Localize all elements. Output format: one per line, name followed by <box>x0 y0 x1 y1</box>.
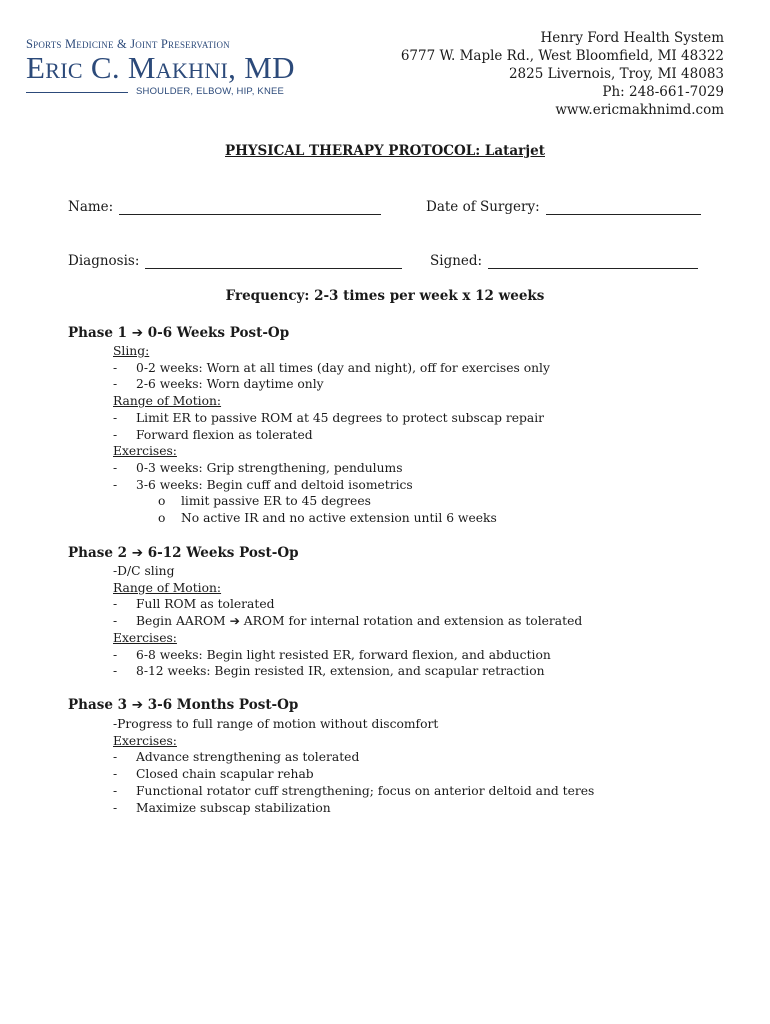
name-input-line[interactable] <box>119 200 381 215</box>
diagnosis-label: Diagnosis: <box>68 253 140 269</box>
list-item-text: 8-12 weeks: Begin resisted IR, extension, and scapular retraction <box>136 664 545 679</box>
list-item-text: Maximize subscap stabilization <box>136 800 331 815</box>
list-item: - Forward flexion as tolerated <box>113 427 313 442</box>
phone-line: Ph: 248-661-7029 <box>602 84 724 100</box>
phase2-content <box>113 563 582 680</box>
address-line: Henry Ford Health System <box>540 30 724 46</box>
list-item: - 0-3 weeks: Grip strengthening, pendulums <box>113 460 403 475</box>
name-field <box>68 199 381 215</box>
diagnosis-input-line[interactable] <box>145 254 402 269</box>
name-label: Name: <box>68 199 114 215</box>
rom-heading: Range of Motion: <box>113 394 222 409</box>
phase3-note: -Progress to full range of motion without discomfort <box>113 717 439 731</box>
phase1-content <box>113 343 550 527</box>
list-item-text: 3-6 weeks: Begin cuff and deltoid isometrics <box>136 477 413 492</box>
list-item: - 6-8 weeks: Begin light resisted ER, forward flexion, and abduction <box>113 647 551 662</box>
website-line: www.ericmakhnimd.com <box>555 102 724 118</box>
date-of-surgery-label: Date of Surgery: <box>426 199 540 215</box>
phase3-content <box>113 716 594 816</box>
date-of-surgery-input-line[interactable] <box>546 200 701 215</box>
list-item: - 0-2 weeks: Worn at all times (day and night), off for exercises only <box>113 360 550 375</box>
right-arrow-icon: ➔ <box>131 325 144 341</box>
signed-field <box>430 253 698 269</box>
list-item-text: 0-3 weeks: Grip strengthening, pendulums <box>136 460 403 475</box>
right-arrow-icon: ➔ <box>131 545 144 561</box>
exercises-heading: Exercises: <box>113 630 177 645</box>
list-item: - 8-12 weeks: Begin resisted IR, extension, and scapular retraction <box>113 664 545 679</box>
list-item-text: 0-2 weeks: Worn at all times (day and night), off for exercises only <box>136 360 550 375</box>
list-item-text: 2-6 weeks: Worn daytime only <box>136 377 324 392</box>
list-item: - Functional rotator cuff strengthening; focus on anterior deltoid and teres <box>113 783 595 798</box>
list-item: - Begin AAROM ➔ AROM for internal rotation and extension as tolerated <box>113 614 583 629</box>
doctor-name: Eric C. Makhni, MD <box>26 50 295 85</box>
sub-list-item: o No active IR and no active extension until 6 weeks <box>158 511 497 526</box>
signed-label: Signed: <box>430 253 483 269</box>
signed-input-line[interactable] <box>488 254 698 269</box>
list-item: - Maximize subscap stabilization <box>113 800 331 815</box>
list-item-text: AROM for internal rotation and extension as tolerated <box>243 614 583 629</box>
phase2-label: Phase 2 <box>68 545 127 561</box>
phase1-heading <box>68 325 289 341</box>
list-item-text: Functional rotator cuff strengthening; focus on anterior deltoid and teres <box>136 783 595 798</box>
address-line: 6777 W. Maple Rd., West Bloomfield, MI 48322 <box>400 48 724 64</box>
rom-heading: Range of Motion: <box>113 580 222 595</box>
logo-rule <box>26 92 128 93</box>
phase2-range: 6-12 Weeks Post-Op <box>147 545 299 561</box>
list-item-text: Full ROM as tolerated <box>136 597 275 612</box>
right-arrow-icon: ➔ <box>229 614 240 629</box>
phase1-label: Phase 1 <box>68 325 127 341</box>
sub-list-item-text: No active IR and no active extension until 6 weeks <box>181 511 497 526</box>
practice-logo <box>26 36 296 100</box>
phase3-range: 3-6 Months Post-Op <box>147 697 299 713</box>
list-item-text: 6-8 weeks: Begin light resisted ER, forward flexion, and abduction <box>136 647 551 662</box>
phase1-range: 0-6 Weeks Post-Op <box>147 325 290 341</box>
phase3-heading <box>68 697 298 713</box>
list-item-text: Closed chain scapular rehab <box>136 767 314 782</box>
list-item-text: Forward flexion as tolerated <box>136 427 313 442</box>
address-block <box>401 29 724 119</box>
logo-rule-row <box>26 86 296 100</box>
right-arrow-icon: ➔ <box>131 697 144 713</box>
list-item: - Closed chain scapular rehab <box>113 767 314 782</box>
address-line: 2825 Livernois, Troy, MI 48083 <box>508 66 724 82</box>
list-item-text: Limit ER to passive ROM at 45 degrees to protect subscap repair <box>136 410 545 425</box>
list-item-text: Advance strengthening as tolerated <box>136 750 360 765</box>
list-item: - Advance strengthening as tolerated <box>113 750 360 765</box>
exercises-heading: Exercises: <box>113 444 177 459</box>
list-item: - Full ROM as tolerated <box>113 597 275 612</box>
document-title: PHYSICAL THERAPY PROTOCOL: Latarjet <box>225 143 545 159</box>
list-item-text: Begin AAROM <box>136 614 226 629</box>
exercises-heading: Exercises: <box>113 733 177 748</box>
sling-heading: Sling: <box>113 344 150 358</box>
list-item: - 2-6 weeks: Worn daytime only <box>113 377 324 392</box>
sub-list-item-text: limit passive ER to 45 degrees <box>181 494 371 509</box>
specialties-tagline: SHOULDER, ELBOW, HIP, KNEE <box>136 86 285 97</box>
phase2-heading <box>68 545 299 561</box>
phase3-label: Phase 3 <box>68 697 127 713</box>
practice-name: Sports Medicine & Joint Preservation <box>26 37 230 51</box>
diagnosis-field <box>68 253 402 269</box>
list-item: - Limit ER to passive ROM at 45 degrees to protect subscap repair <box>113 410 545 425</box>
phase2-note: -D/C sling <box>113 564 175 578</box>
frequency-line: Frequency: 2-3 times per week x 12 weeks <box>225 288 545 304</box>
date-of-surgery-field <box>426 199 701 215</box>
sub-list-item: o limit passive ER to 45 degrees <box>158 494 371 509</box>
list-item: - 3-6 weeks: Begin cuff and deltoid isometrics <box>113 477 413 492</box>
